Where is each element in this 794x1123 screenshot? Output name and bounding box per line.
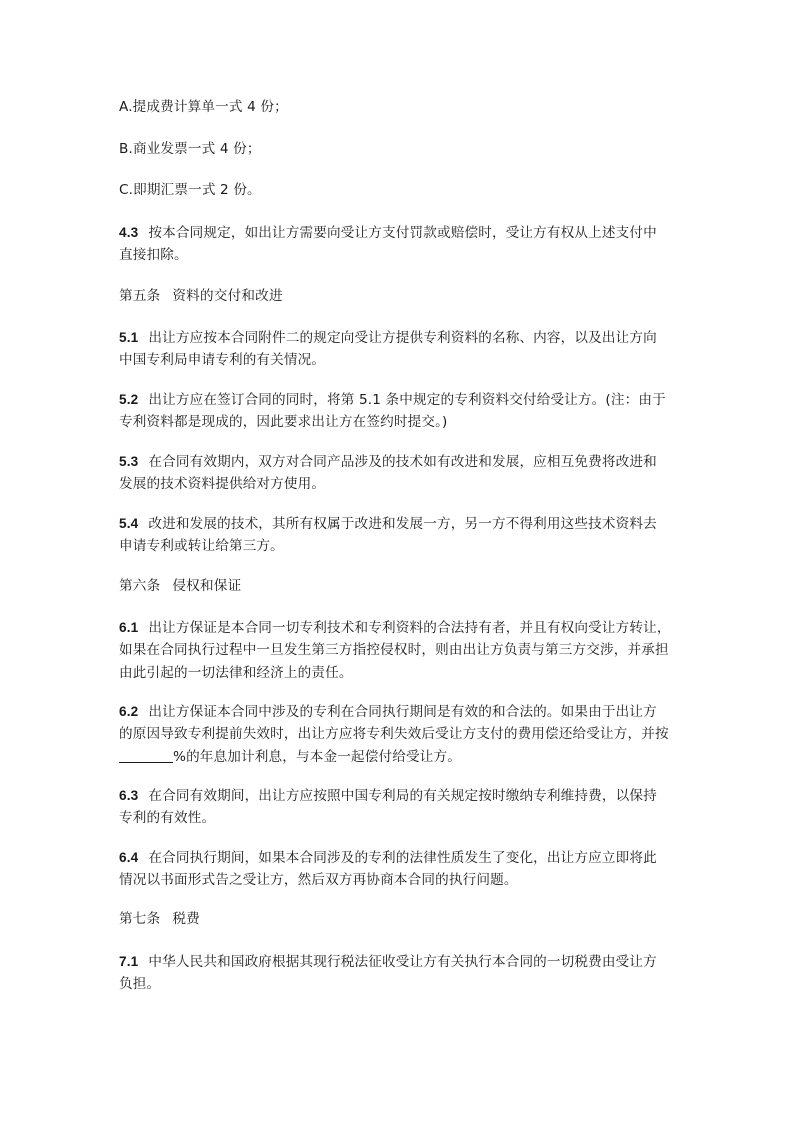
clause-6-1: [119, 616, 679, 685]
clause-text: 由此引起的一切法律和经济上的责任。: [119, 665, 353, 681]
clause-number: 6.3: [119, 788, 139, 803]
article-label: 第五条: [119, 288, 161, 304]
clause-text: 的原因导致专利提前失效时，出让方应将专利失效后受让方支付的费用偿还给受让方，并按: [119, 726, 669, 742]
clause-text: 在合同有效期间，出让方应按照中国专利局的有关规定按时缴纳专利维持费，以保持: [148, 788, 657, 804]
item-c: C.即期汇票一式 2 份。: [119, 182, 261, 198]
clause-text: %的年息加计利息，与本金一起偿付给受让方。: [173, 749, 461, 765]
clause-7-1: [119, 950, 679, 996]
clause-number: 6.2: [119, 704, 139, 719]
clause-text: 专利资料都是现成的，因此要求出让方在签约时提交。): [119, 414, 448, 430]
clause-text: 如果在合同执行过程中一旦发生第三方指控侵权时，则由出让方负责与第三方交涉，并承担: [119, 642, 669, 658]
clause-number: 5.3: [119, 454, 139, 469]
clause-5-4: [119, 512, 679, 558]
clause-text: 中华人民共和国政府根据其现行税法征收受让方有关执行本合同的一切税费由受让方: [148, 954, 657, 970]
clause-text: 情况以书面形式告之受让方，然后双方再协商本合同的执行问题。: [119, 872, 518, 888]
clause-text: 按本合同规定，如出让方需要向受让方支付罚款或赔偿时，受让方有权从上述支付中: [148, 225, 657, 241]
article-5-heading: [119, 285, 679, 308]
clause-text: 在合同有效期内，双方对合同产品涉及的技术如有改进和发展，应相互免费将改进和: [148, 454, 657, 470]
clause-number: 7.1: [119, 954, 139, 969]
article-label: 第七条: [119, 911, 161, 927]
clause-text: 发展的技术资料提供给对方使用。: [119, 476, 326, 492]
clause-text: 申请专利或转让给第三方。: [119, 538, 284, 554]
article-7-heading: [119, 908, 679, 931]
article-title: 税费: [172, 911, 200, 927]
clause-text: 出让方保证是本合同一切专利技术和专利资料的合法持有者，并且有权向受让方转让，: [148, 620, 671, 636]
interest-rate-blank: [119, 747, 173, 763]
clause-6-3: [119, 784, 679, 830]
clause-number: 6.1: [119, 620, 139, 635]
clause-number: 5.4: [119, 516, 139, 531]
clause-text: 改进和发展的技术，其所有权属于改进和发展一方，另一方不得利用这些技术资料去: [148, 516, 657, 532]
clause-text: 负担。: [119, 976, 161, 992]
clause-number: 4.3: [119, 225, 139, 240]
item-b: B.商业发票一式 4 份；: [119, 141, 261, 157]
clause-5-2: [119, 388, 679, 434]
clause-text: 出让方应在签订合同的同时，将第 5.1 条中规定的专利资料交付给受让方。(注：由于: [148, 392, 666, 408]
clause-5-1: [119, 326, 679, 372]
clause-4-3: [119, 221, 679, 267]
clause-text: 中国专利局申请专利的有关情况。: [119, 352, 326, 368]
article-6-heading: [119, 575, 679, 598]
clause-6-2: [119, 700, 679, 769]
item-a: A.提成费计算单一式 4 份；: [119, 99, 288, 115]
clause-text: 出让方应按本合同附件二的规定向受让方提供专利资料的名称、内容，以及出让方向: [148, 330, 657, 346]
clause-5-3: [119, 450, 679, 496]
article-label: 第六条: [119, 578, 161, 594]
article-title: 资料的交付和改进: [172, 288, 283, 304]
clause-number: 5.2: [119, 392, 139, 407]
clause-6-4: [119, 846, 679, 892]
clause-text: 专利的有效性。: [119, 810, 216, 826]
article-title: 侵权和保证: [172, 578, 242, 594]
clause-number: 5.1: [119, 330, 139, 345]
clause-number: 6.4: [119, 850, 139, 865]
clause-text: 出让方保证本合同中涉及的专利在合同执行期间是有效的和合法的。如果由于出让方: [148, 704, 657, 720]
clause-text: 直接扣除。: [119, 247, 188, 263]
clause-text: 在合同执行期间，如果本合同涉及的专利的法律性质发生了变化，出让方应立即将此: [148, 850, 657, 866]
